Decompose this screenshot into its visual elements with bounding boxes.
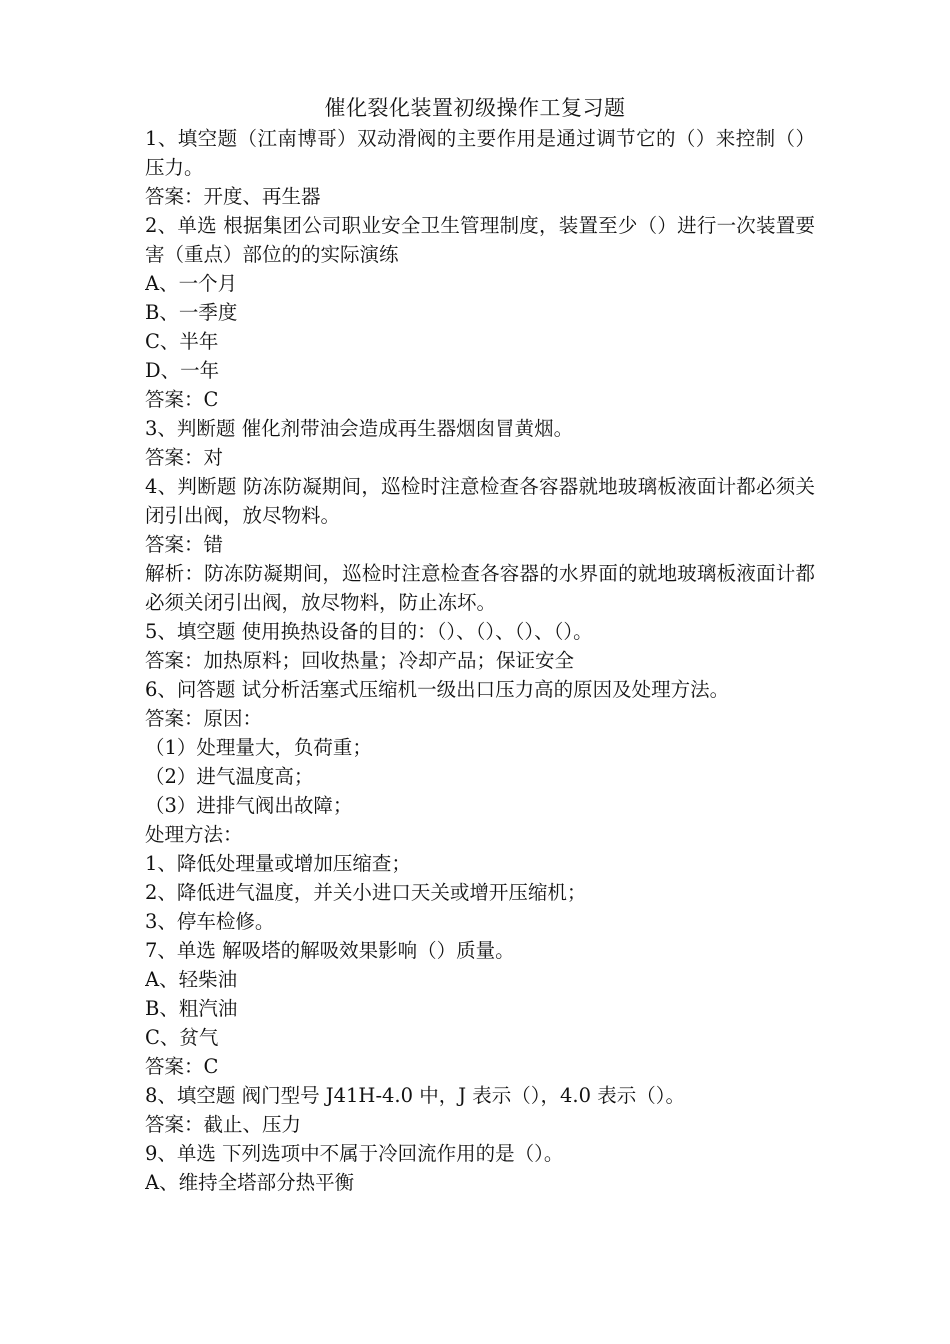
q6-short-answer: 6、问答题 试分析活塞式压缩机一级出口压力高的原因及处理方法。	[145, 678, 730, 701]
q3-true-false: 3、判断题 催化剂带油会造成再生器烟囱冒黄烟。	[145, 417, 574, 440]
q6-method-heading: 处理方法：	[145, 823, 243, 846]
q7-option-b: B、粗汽油	[145, 997, 238, 1020]
q9-single-choice: 9、单选 下列选项中不属于冷回流作用的是（）。	[145, 1142, 564, 1165]
q2-single-choice: 2、单选 根据集团公司职业安全卫生管理制度，装置至少（）进行一次装置要害（重点）部位的的实际演练	[145, 214, 815, 266]
q4-answer: 答案：错	[145, 533, 224, 556]
q7-option-c: C、贫气	[145, 1026, 219, 1049]
q5-answer: 答案：加热原料；回收热量；冷却产品；保证安全	[145, 649, 575, 672]
q2-option-b: B、一季度	[145, 301, 238, 324]
q1-fill-blank: 1、填空题（江南博哥）双动滑阀的主要作用是通过调节它的（）来控制（）压力。	[145, 127, 815, 179]
q5-fill-blank: 5、填空题 使用换热设备的目的：（）、（）、（）、（）。	[145, 620, 593, 643]
q2-option-a: A、一个月	[145, 272, 238, 295]
q6-method-3: 3、停车检修。	[145, 910, 275, 933]
q4-true-false: 4、判断题 防冻防凝期间，巡检时注意检查各容器就地玻璃板液面计都必须关闭引出阀，放尽物料。	[145, 475, 815, 527]
q7-single-choice: 7、单选 解吸塔的解吸效果影响（）质量。	[145, 939, 515, 962]
q6-cause-3: （3）进排气阀出故障；	[145, 794, 353, 817]
q9-option-a: A、维持全塔部分热平衡	[145, 1171, 355, 1194]
q6-cause-2: （2）进气温度高；	[145, 765, 314, 788]
q6-method-2: 2、降低进气温度，并关小进口天关或增开压缩机；	[145, 881, 587, 904]
q8-answer: 答案：截止、压力	[145, 1113, 302, 1136]
q6-cause-1: （1）处理量大，负荷重；	[145, 736, 372, 759]
q2-option-c: C、半年	[145, 330, 219, 353]
q6-answer-heading: 答案：原因：	[145, 707, 263, 730]
q2-option-d: D、一年	[145, 359, 220, 382]
document-title: 催化裂化装置初级操作工复习题	[324, 96, 626, 120]
document-body	[145, 124, 815, 1197]
q3-answer: 答案：对	[145, 446, 224, 469]
q7-answer: 答案：C	[145, 1055, 219, 1078]
q2-answer: 答案：C	[145, 388, 219, 411]
q1-answer: 答案：开度、再生器	[145, 185, 321, 208]
q8-fill-blank: 8、填空题 阀门型号 J41H-4.0 中，J 表示（），4.0 表示（）。	[145, 1084, 685, 1107]
q4-explanation: 解析：防冻防凝期间，巡检时注意检查各容器的水界面的就地玻璃板液面计都必须关闭引出阀，放尽物料，防止冻坏。	[145, 562, 815, 614]
q6-method-1: 1、降低处理量或增加压缩查；	[145, 852, 411, 875]
q7-option-a: A、轻柴油	[145, 968, 238, 991]
